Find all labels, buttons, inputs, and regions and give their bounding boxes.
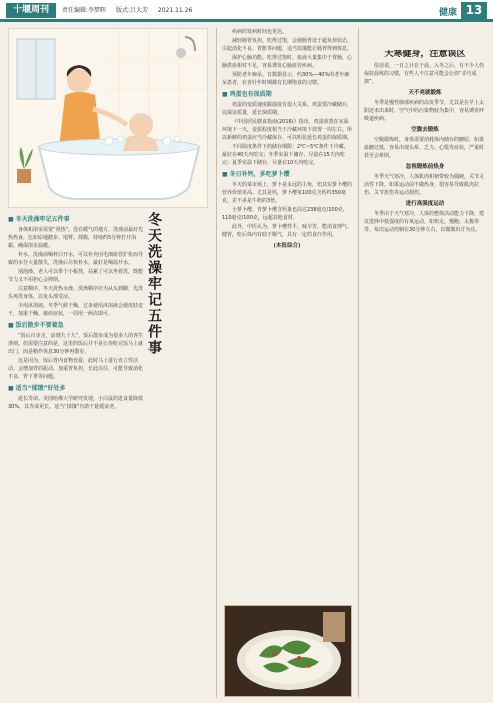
paragraph: 冬季是慢性肺部疾病的高发季节，尤其是在早上太阳还未出来时，空气中的污染物较为集中，容易诱发呼吸道疾病。 [364,100,485,122]
paragraph: 别泡澡。老人可以带个小板凳，站累了可以坐着洗，既能节力又不用担心会摔倒。 [8,269,144,283]
paragraph: 小萝卜缨、青萝卜缨含钙量也高达238毫克/100克、110毫克/100克，远超其他食材。 [222,207,348,221]
paragraph: 减轻肠胃负担。吃得过饱，会使肠胃处于超负荷状态，引起消化不良、胃胀等问题，适当饥饿能让肠胃得到休息。 [222,38,352,52]
middle-column [222,28,352,600]
paragraph: 冬季由于天气寒冷，人体的整体活动能力下降，建议选择中低强度的有氧运动，如快走、慢跑、太极拳等，每次运动控制在30分钟左右，以微微出汗为宜。 [364,211,485,233]
paragraph: 此外，中医认为，萝卜缨性平，味辛苦，能消食理气、健胃，吃后体内有助于顺气，具有一定的食疗作用。 [222,224,352,238]
editor-info [62,5,200,14]
section-heading: 天不亮就锻炼 [408,90,442,96]
radish-greens-photo [224,605,352,697]
section-heading: 进行高强度运动 [405,201,445,207]
paragraph: 少用沐浴液。冬季气候干燥，过多使用沐浴液会使皮肤变干，加重干燥、瘙痒症状，一周用一两次即可。 [8,303,144,317]
paragraph: 冬季天气寒冷，人体肌肉和韧带较为僵硬，关节灵活性下降，如果运动前不做热身，很容易导致肌肉拉伤、关节扭伤等运动损伤。 [364,174,485,196]
column-divider [216,28,217,698]
page-header [0,0,493,22]
bath-illustration [8,28,208,208]
left-article-title: 冬天洗澡牢记五件事 [146,212,162,356]
paragraph: 预防老年痴呆。有数据显示，约30%—40%的老年痴呆患者，在青壮年时期都有长期饱食的习惯。 [222,72,350,86]
paragraph: 注意顺序。冬天洗热水澡，洗澡顺序应为从头到脚，先洗头再洗身体，以免头部受凉。 [8,286,144,300]
paragraph: 鸡蛋的变质速度跟温度有很大关系。鸡蛋要冷藏储存，以保证质量，延长保质期。 [222,102,352,116]
design-name: 版式:吕大芳 [115,7,148,14]
section-heading: ■ 适当“揉饿”好处多 [8,385,146,393]
article-source: (本报综合) [273,243,301,249]
brand-label: 十堰周刊 [6,3,56,18]
editor-name: 责任编辑:李梦晖 [62,7,107,14]
paragraph: 这是因为，饭后胃内食物充盈，此时马上进行直立性活动，会增加胃的振动，加重胃负担，长此以往，可能导致消化不良、胃下垂等问题。 [8,358,144,380]
issue-date: 2021.11.26 [157,7,193,14]
section-heading: ■ 冬日补钙，多吃萝卜缨 [222,171,352,179]
paragraph: 补水。洗澡前喝杯白开水，可以补充因毛细血管扩张而导致的水分大量散失，洗澡后尽快补水，最好是喝温开水。 [8,252,144,266]
section-name: 健康 [438,8,457,18]
page-number: 13 [461,2,487,19]
paragraph: 《中国居民膳食指南(2016)》指出，鸡蛋放置在室温环境下一天，变质程度相当于冷藏环境下放置一周左右。所以新鲜的鸡蛋应当冷藏保存，可以明显延长鸡蛋的保质期。 [222,119,352,141]
section-heading: ■ 饭后散步不要着急 [8,322,146,330]
section-heading: ■ 鸡蛋也有保质期 [222,91,352,99]
paragraph: 延长寿命。美国哈佛大学研究发现，小白鼠的进食量降低30%，其寿命更长。适当“揉饿”有助于延缓衰老。 [8,396,144,410]
section-heading: 忽视锻炼前热身 [405,164,445,170]
paragraph: 俗话说，一日之计在于晨。入冬之后，有不少人仍保持晨练的习惯，有些人不注意可能会让你“弄巧成拙”。 [364,63,485,85]
paragraph: “饭后百步走，活到九十九”，饭后散步成为很多人的养生准则。但需要注意的是，这里的饭后并不是让你吃完饭马上就出门，而是稍作休息30分钟再散步。 [8,333,144,355]
column-divider [358,28,359,698]
section-heading: 空腹去锻炼 [411,127,439,133]
paragraph: 身体和浴室需要“预热”。没有暖气的地方，洗澡前最好先热热身，比如原地踏步、甩臂、揉腹，持续约5分钟打开浴霸，确保浴室温暖。 [8,227,144,249]
right-article-title: 天寒健身，注意误区 [384,50,466,59]
right-column [364,50,486,698]
left-column [8,212,146,697]
paragraph: 空腹锻炼时，身体需要消耗体内储存的糖原，如果血糖过低，容易出现头晕、乏力、心慌等症状，严重时甚至会晕倒。 [364,137,485,159]
section-heading: ■ 冬天洗澡牢记五件事 [8,216,146,224]
paragraph: 不同温度条件下的储存期限：2℃~5℃条件下冷藏，最好在40天内吃完；冬季室温下储存，尽量在15天内吃完；夏季室温下储存，尽量在10天内吃完。 [222,144,349,166]
paragraph: 疾病的发病时间也更迟。 [232,29,288,35]
paragraph: 保护心脑功能。吃得过饱时，血液大量集中于胃肠，心脑供血相对不足，容易诱发心脑血管疾病。 [222,55,352,69]
paragraph: 冬天的菜市场上，萝卜是永远的主角，但其实萝卜缨的营养价值更高。尤其是钙，萝卜缨每100克含钙约350毫克，差不多是牛奶的3倍。 [222,182,352,204]
